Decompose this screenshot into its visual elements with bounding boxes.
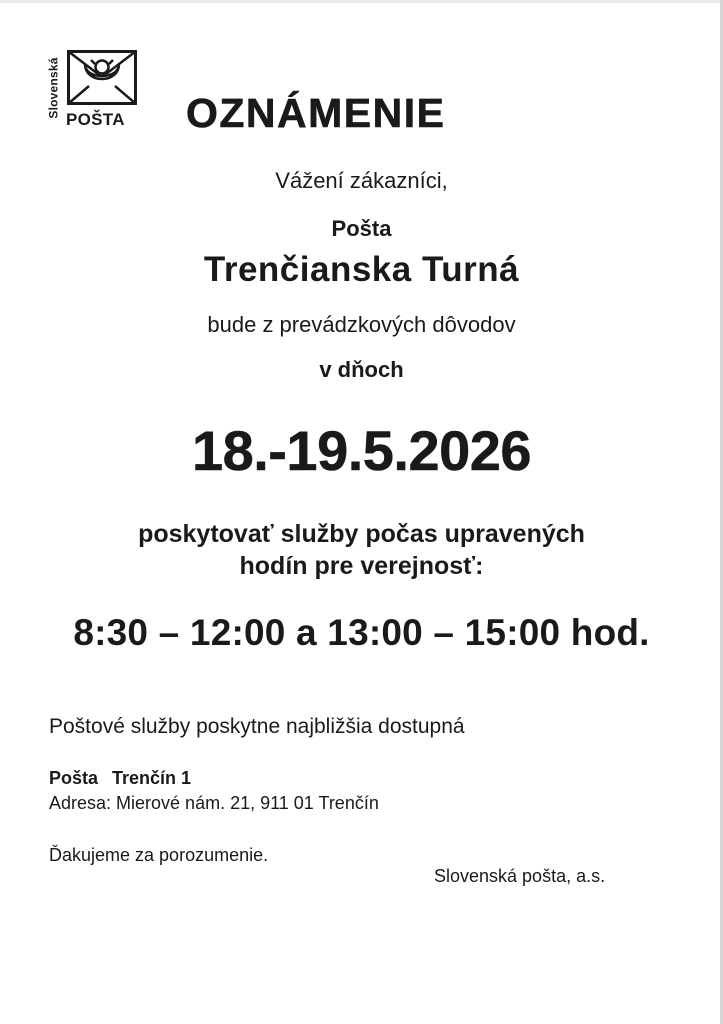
alternative-office-label: Pošta xyxy=(49,768,99,788)
thanks-text: Ďakujeme za porozumenie. xyxy=(49,845,269,865)
alternative-office xyxy=(49,768,191,789)
alternative-address: Adresa: Mierové nám. 21, 911 01 Trenčín xyxy=(49,793,379,813)
logo-vertical-text: Slovenská xyxy=(47,57,62,119)
days-label: v dňoch xyxy=(319,357,404,382)
posta-label: Pošta xyxy=(331,216,392,241)
closure-dates: 18.-19.5.2026 xyxy=(191,419,532,482)
opening-hours: 8:30 – 12:00 a 13:00 – 15:00 hod. xyxy=(73,612,650,653)
notice-line-2: hodín pre verejnosť: xyxy=(239,552,484,580)
page-title: OZNÁMENIE xyxy=(186,90,446,136)
posthorn-envelope-icon xyxy=(67,50,137,105)
services-text: Poštové služby poskytne najbližšia dostupná xyxy=(49,715,465,738)
alternative-office-name: Trenčín 1 xyxy=(112,768,192,788)
reason-text: bude z prevádzkových dôvodov xyxy=(207,312,516,337)
notice-line-1: poskytovať služby počas upravených xyxy=(138,520,585,548)
scan-edge-top xyxy=(0,0,723,3)
logo-word: POŠTA xyxy=(66,110,125,129)
greeting: Vážení zákazníci, xyxy=(275,168,448,193)
office-name: Trenčianska Turná xyxy=(203,250,520,289)
signature: Slovenská pošta, a.s. xyxy=(434,866,606,886)
